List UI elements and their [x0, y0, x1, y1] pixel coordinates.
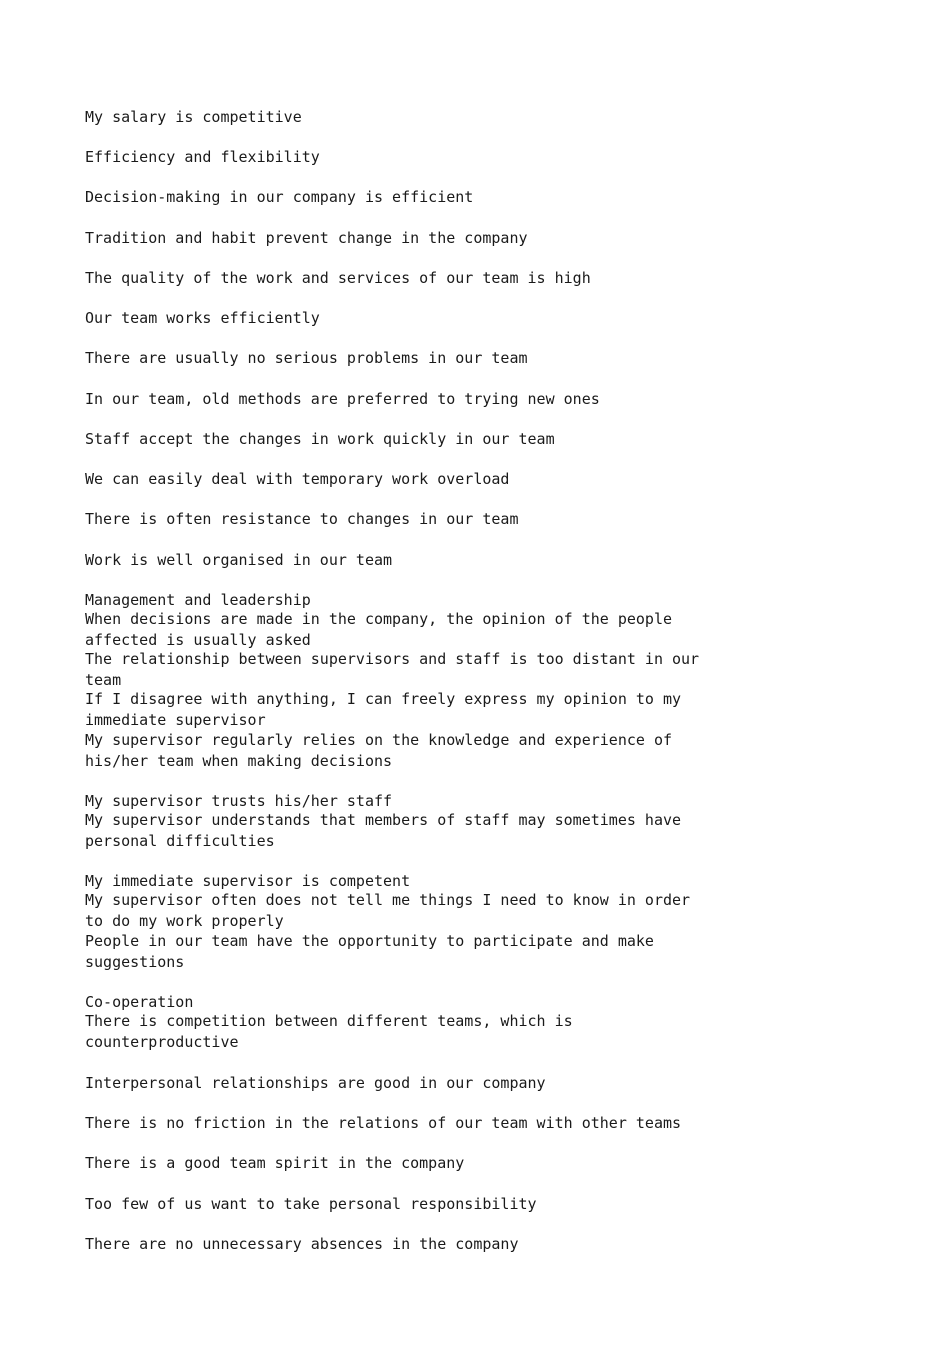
- text-line: There are no unnecessary absences in the company: [85, 1235, 519, 1253]
- text-line: There is no friction in the relations of our team with other teams: [85, 1114, 682, 1132]
- text-line: My supervisor trusts his/her staff: [85, 792, 393, 810]
- text-line: In our team, old methods are preferred to trying new ones: [85, 390, 600, 408]
- text-line: immediate supervisor: [85, 711, 266, 729]
- text-line: affected is usually asked: [85, 631, 311, 649]
- text-line: There is competition between different teams, which is: [85, 1012, 573, 1030]
- text-line: Too few of us want to take personal responsibility: [85, 1195, 537, 1213]
- text-line: My supervisor regularly relies on the knowledge and experience of: [85, 731, 672, 749]
- text-line: If I disagree with anything, I can freely express my opinion to my: [85, 690, 682, 708]
- text-line: team: [85, 671, 122, 689]
- text-line: personal difficulties: [85, 832, 275, 850]
- text-line: People in our team have the opportunity to participate and make: [85, 932, 654, 950]
- text-line: Efficiency and flexibility: [85, 148, 320, 166]
- text-line: Decision-making in our company is efficient: [85, 188, 474, 206]
- text-line: Tradition and habit prevent change in the company: [85, 229, 528, 247]
- text-line: The relationship between supervisors and staff is too distant in our: [85, 650, 700, 668]
- text-line: The quality of the work and services of our team is high: [85, 269, 591, 287]
- text-line: There are usually no serious problems in our team: [85, 349, 528, 367]
- text-line: There is often resistance to changes in our team: [85, 510, 519, 528]
- text-line: We can easily deal with temporary work overload: [85, 470, 510, 488]
- text-line: My supervisor understands that members of staff may sometimes have: [85, 811, 682, 829]
- text-line: Staff accept the changes in work quickly in our team: [85, 430, 555, 448]
- text-line: suggestions: [85, 953, 185, 971]
- text-line: There is a good team spirit in the company: [85, 1154, 465, 1172]
- text-line: counterproductive: [85, 1033, 239, 1051]
- text-line: Work is well organised in our team: [85, 551, 393, 569]
- section-heading: Management and leadership: [85, 591, 311, 609]
- text-line: Our team works efficiently: [85, 309, 320, 327]
- text-line: to do my work properly: [85, 912, 284, 930]
- text-line: his/her team when making decisions: [85, 752, 393, 770]
- text-line: My immediate supervisor is competent: [85, 872, 411, 890]
- text-line: When decisions are made in the company, the opinion of the people: [85, 610, 672, 628]
- text-line: My salary is competitive: [85, 108, 302, 126]
- section-heading: Co-operation: [85, 993, 194, 1011]
- text-line: My supervisor often does not tell me things I need to know in order: [85, 891, 691, 909]
- text-line: Interpersonal relationships are good in our company: [85, 1074, 546, 1092]
